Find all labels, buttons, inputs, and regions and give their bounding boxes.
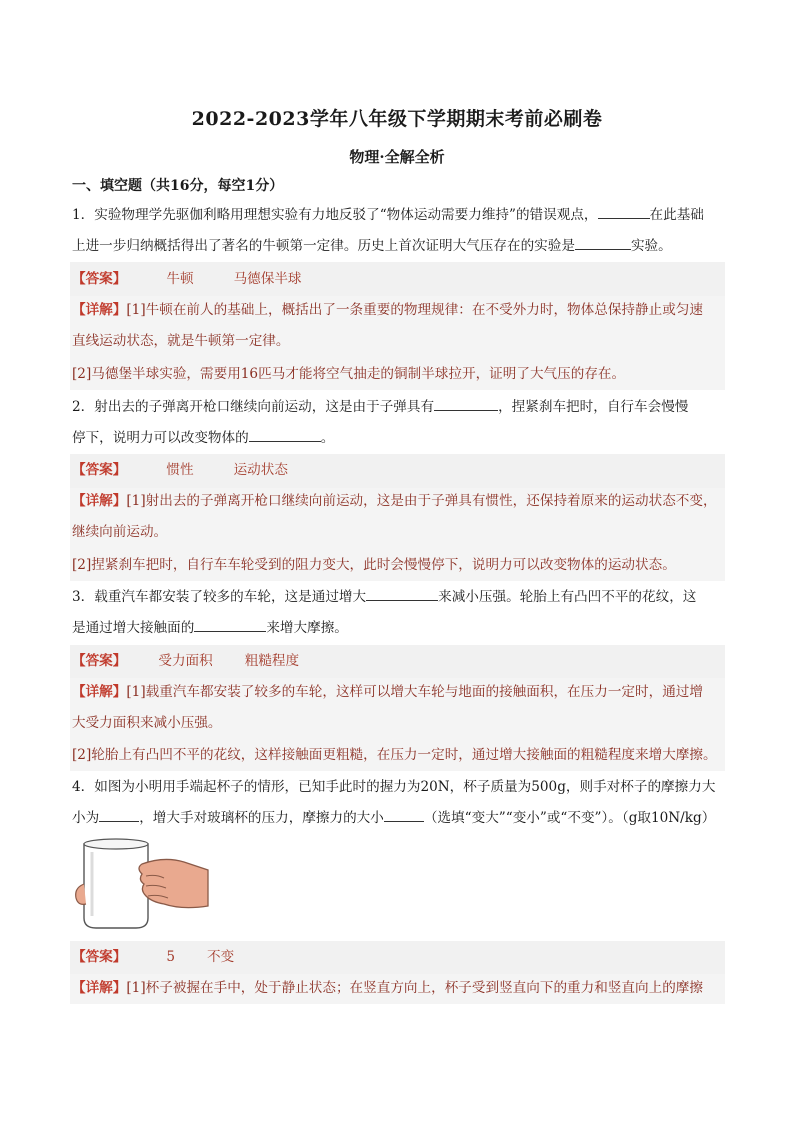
q4-detail-line-1: 【详解】[1]杯子被握在手中，处于静止状态；在竖直方向上，杯子受到竖直向下的重力和竖直向上的摩擦 [72, 980, 703, 996]
q2-line-1: 2．射出去的子弹离开枪口继续向前运动，这是由于子弹具有 ，捏紧刹车把时，自行车会慢慢 [72, 396, 724, 418]
q2-blank-1 [434, 396, 498, 411]
q2-detail-line-3: [2]捏紧刹车把时，自行车车轮受到的阻力变大，此时会慢慢停下，说明力可以改变物体的运动状态。 [72, 557, 676, 573]
q1-line-1: 1．实验物理学先驱伽利略用理想实验有力地反驳了“物体运动需要力维持”的错误观点， 在此基础 [72, 204, 724, 226]
q3-detail-line-3: [2]轮胎上有凸凹不平的花纹，这样接触面更粗糙，在压力一定时，通过增大接触面的粗糙程度来增大摩擦。 [72, 747, 717, 763]
q3-answer: 【答案】 受力面积 粗糙程度 [72, 653, 300, 669]
q3-blank-1 [366, 586, 438, 601]
q1-detail-line-3: [2]马德堡半球实验，需要用16匹马才能将空气抽走的铜制半球拉开，证明了大气压的存在。 [72, 366, 626, 382]
q1-answer: 【答案】 牛顿 马德保半球 [72, 271, 302, 287]
q4-line-2: 小为 ，增大手对玻璃杯的压力，摩擦力的大小 （选填“变大”“变小”或“不变”）。（g取10N/kg） [72, 807, 724, 829]
q4-line-1: 4．如图为小明用手端起杯子的情形，已知手此时的握力为20N，杯子质量为500g，则手对杯子的摩擦力大 [72, 779, 716, 795]
q3-line-1: 3．载重汽车都安装了较多的车轮，这是通过增大 来减小压强。轮胎上有凸凹不平的花纹，这 [72, 586, 724, 608]
hand-holding-cup-figure [72, 836, 212, 932]
cup-icon [84, 844, 148, 928]
q2-line-2: 停下，说明力可以改变物体的 。 [72, 427, 724, 449]
q2-detail-line-1: 【详解】[1]射出去的子弹离开枪口继续向前运动，这是由于子弹具有惯性，还保持着原来的运动状态不变， [72, 493, 717, 509]
page-title: 2022-2023学年八年级下学期期末考前必刷卷 [191, 108, 603, 130]
q1-detail-line-2: 直线运动状态，就是牛顿第一定律。 [72, 333, 290, 349]
page-subtitle: 物理·全解全析 [349, 148, 445, 166]
section-heading: 一、填空题（共16分，每空1分） [72, 178, 284, 194]
q3-blank-2 [194, 617, 266, 632]
q2-detail-line-2: 继续向前运动。 [72, 524, 168, 540]
q4-answer: 【答案】 5 不变 [72, 949, 235, 965]
q1-blank-1 [598, 204, 650, 219]
q1-detail-line-1: 【详解】[1]牛顿在前人的基础上，概括出了一条重要的物理规律：在不受外力时，物体总保持静止或匀速 [72, 302, 703, 318]
q4-blank-1 [99, 807, 139, 822]
q4-blank-2 [384, 807, 424, 822]
hand-icon [139, 859, 208, 907]
q3-detail-line-1: 【详解】[1]载重汽车都安装了较多的车轮，这样可以增大车轮与地面的接触面积，在压力一定时，通过增 [72, 684, 703, 700]
q3-detail-line-2: 大受力面积来减小压强。 [72, 715, 222, 731]
q1-blank-2 [575, 235, 631, 250]
q3-line-2: 是通过增大接触面的 来增大摩擦。 [72, 617, 724, 639]
q1-line-2: 上进一步归纳概括得出了著名的牛顿第一定律。历史上首次证明大气压存在的实验是 实验。 [72, 235, 724, 257]
q2-answer: 【答案】 惯性 运动状态 [72, 462, 288, 478]
q2-blank-2 [249, 427, 321, 442]
